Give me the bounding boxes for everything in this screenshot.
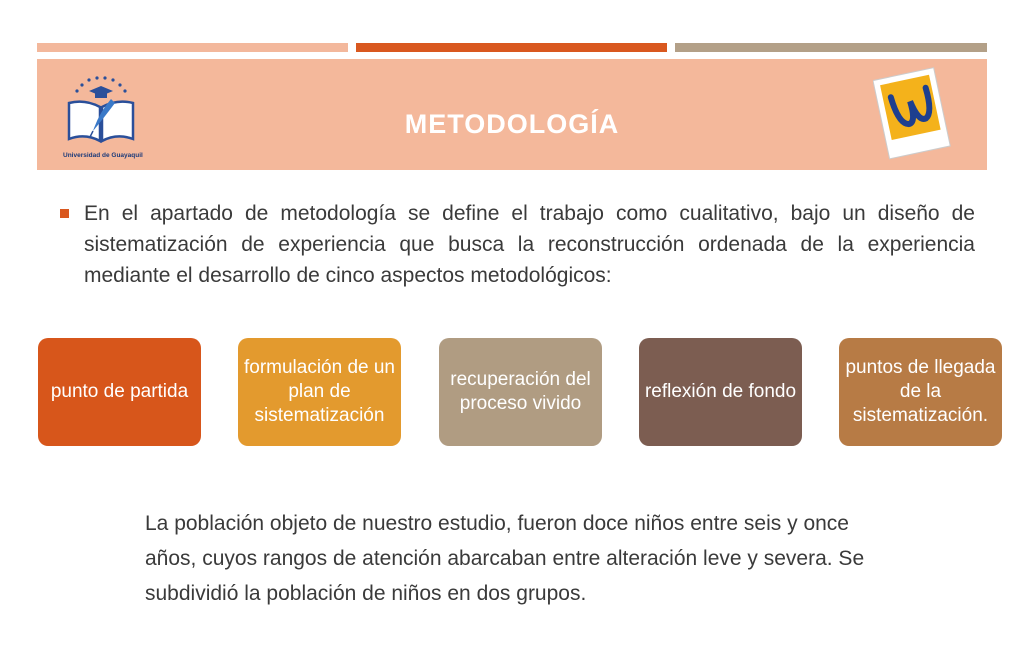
bullet-point <box>60 198 975 291</box>
step-box-1: punto de partida <box>38 338 201 446</box>
slide-header <box>37 59 987 170</box>
university-emblem-icon <box>873 65 953 165</box>
slide-title: METODOLOGÍA <box>404 109 620 139</box>
top-decorative-bars <box>37 43 987 52</box>
methodology-steps <box>38 338 1004 446</box>
university-logo-caption: Universidad de Guayaquil <box>63 152 143 159</box>
population-paragraph: La población objeto de nuestro estudio, fueron doce niños entre seis y once años, cuyos rangos de atención abarcaban entre alteración leve y severa. Se subdividió la población de niños en dos grupos. <box>145 512 865 605</box>
bullet-square-icon <box>60 209 69 218</box>
university-emblem <box>873 65 953 165</box>
bullet-text: En el apartado de metodología se define el trabajo como cualitativo, bajo un diseño de sistematización de experiencia que busca la reconstrucción ordenada de la experiencia mediante el desarrollo de cinco aspectos metodológicos: <box>84 202 975 287</box>
step-box-4: reflexión de fondo <box>639 338 802 446</box>
step-box-3: recuperación del proceso vivido <box>439 338 602 446</box>
top-bar-light <box>37 43 348 52</box>
top-bar-taupe <box>675 43 987 52</box>
step-box-5: puntos de llegada de la sistematización. <box>839 338 1002 446</box>
top-bar-orange <box>356 43 667 52</box>
step-box-2: formulación de un plan de sistematización <box>238 338 401 446</box>
